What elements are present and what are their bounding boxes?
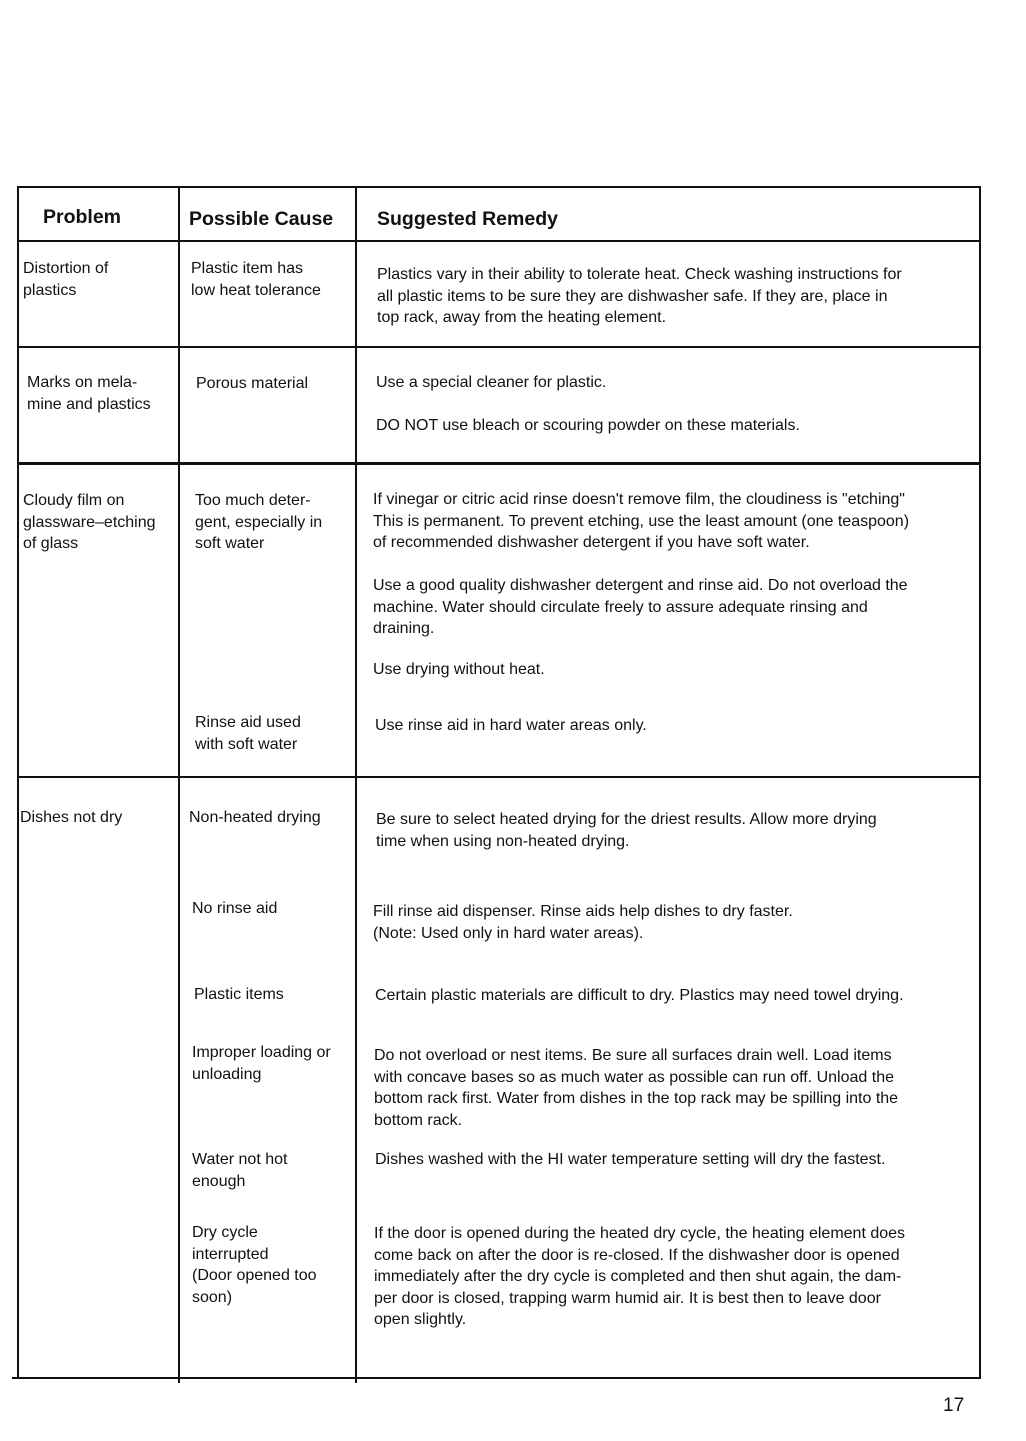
row-divider <box>17 346 981 348</box>
cause-cell: Improper loading or unloading <box>192 1044 331 1083</box>
cause-cell: Water not hot enough <box>192 1151 288 1190</box>
problem-cell: Cloudy film on glassware–etching of glass <box>23 492 156 552</box>
column-divider <box>178 186 180 1383</box>
header-possible-cause: Possible Cause <box>189 208 334 230</box>
remedy-cell: Do not overload or nest items. Be sure all surfaces drain well. Load items with concave bases so as much water as possible can run off. Unload the bottom rack first. Water from dishes in the top rack may be spilling into the bottom rack. <box>374 1047 899 1129</box>
row-divider <box>17 240 981 242</box>
table-border-left <box>17 186 19 1379</box>
remedy-cell: Use rinse aid in hard water areas only. <box>375 717 647 734</box>
remedy-cell: If the door is opened during the heated dry cycle, the heating element does come back on after the door is re-closed. If the dishwasher door is opened immediately after the dry cycle is completed and then shut again, the dam- per door is closed, trapping warm humid air. It is best then to leave door open slightly. <box>374 1225 906 1328</box>
remedy-cell: Use a special cleaner for plastic. <box>376 374 607 391</box>
problem-cell: Marks on mela- mine and plastics <box>27 374 151 413</box>
row-divider <box>17 776 981 778</box>
page-number: 17 <box>943 1395 965 1416</box>
remedy-cell: Certain plastic materials are difficult to dry. Plastics may need towel drying. <box>375 987 904 1004</box>
cause-cell: Porous material <box>196 375 309 392</box>
table-border-right <box>979 186 981 1379</box>
problem-cell: Distortion of plastics <box>23 260 109 299</box>
remedy-cell: If vinegar or citric acid rinse doesn't remove film, the cloudiness is "etching" This is permanent. To prevent etching, use the least amount (one teaspoon) of recommended dishwasher detergent if you have soft water. <box>373 491 910 551</box>
remedy-cell: Plastics vary in their ability to tolerate heat. Check washing instructions for all plastic items to be sure they are dishwasher safe. If they are, place in top rack, away from the heating element. <box>377 266 902 326</box>
cause-cell: Plastic items <box>194 986 284 1003</box>
problem-cell: Dishes not dry <box>20 809 123 826</box>
remedy-cell: Fill rinse aid dispenser. Rinse aids help dishes to dry faster. (Note: Used only in hard water areas). <box>373 903 793 942</box>
column-divider <box>355 186 357 1383</box>
cause-cell: Plastic item has low heat tolerance <box>191 260 321 299</box>
cause-cell: Rinse aid used with soft water <box>195 714 301 753</box>
table-border-top <box>17 186 981 188</box>
remedy-cell: DO NOT use bleach or scouring powder on these materials. <box>376 417 800 434</box>
row-divider <box>17 462 981 465</box>
remedy-cell: Be sure to select heated drying for the driest results. Allow more drying time when using non-heated drying. <box>376 811 877 850</box>
remedy-cell: Use a good quality dishwasher detergent and rinse aid. Do not overload the machine. Water should circulate freely to assure adequate rinsing and draining. <box>373 577 908 637</box>
cause-cell: Non-heated drying <box>189 809 321 826</box>
header-suggested-remedy: Suggested Remedy <box>377 208 558 230</box>
header-problem: Problem <box>43 206 122 228</box>
cause-cell: Dry cycle interrupted (Door opened too soon) <box>192 1224 317 1306</box>
table-border-bottom <box>12 1377 981 1379</box>
cause-cell: No rinse aid <box>192 900 278 917</box>
cause-cell: Too much deter- gent, especially in soft water <box>195 492 323 552</box>
remedy-cell: Dishes washed with the HI water temperature setting will dry the fastest. <box>375 1151 886 1168</box>
remedy-cell: Use drying without heat. <box>373 661 545 678</box>
